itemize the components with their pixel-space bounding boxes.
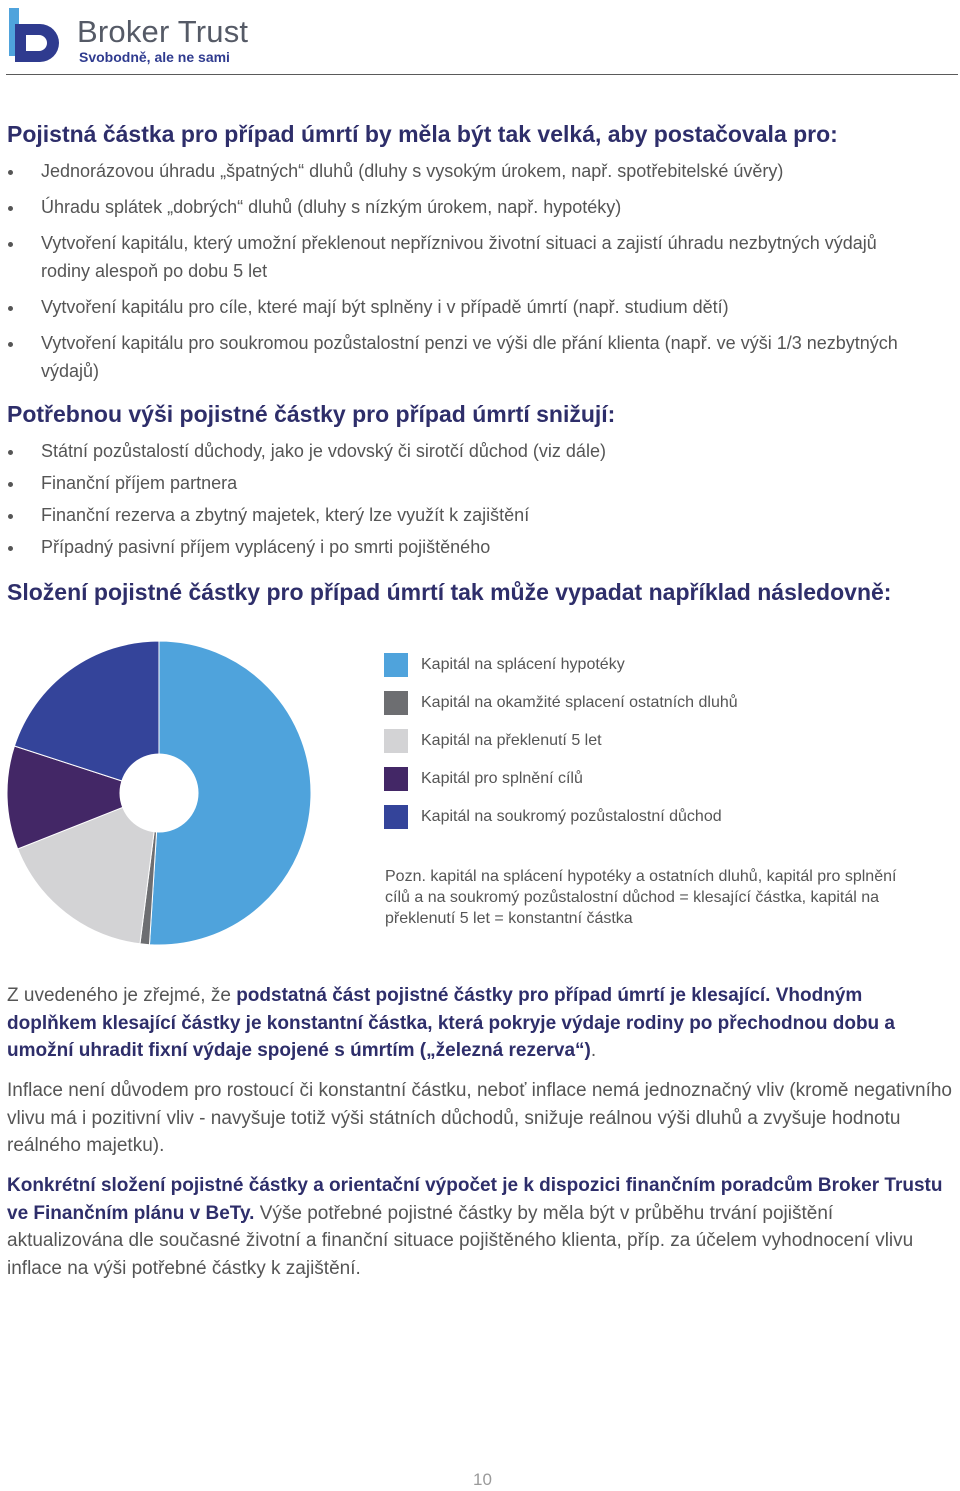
paragraph-inflation: Inflace není důvodem pro rostoucí či konstantní částku, neboť inflace nemá jednoznačný vliv (kromě negativního vlivu má i pozitivní vliv - navyšuje totiž výši státních důchodů, snižuje reálnou výši dluhů a zvyšuje hodnotu reálného majetku). <box>7 1080 952 1156</box>
sum-reducer-item: Státní pozůstalostí důchody, jako je vdovský či sirotčí důchod (viz dále) <box>0 437 930 465</box>
sum-purpose-item: Vytvoření kapitálu, který umožní překlenout nepříznivou životní situaci a zajistí úhradu nezbytných výdajů rodiny alespoň po dobu 5 let <box>0 229 930 285</box>
header-divider <box>6 74 958 75</box>
legend-swatch <box>384 729 408 753</box>
sum-purpose-list <box>0 157 930 393</box>
legend-item <box>384 690 944 728</box>
legend-label: Kapitál na splácení hypotéky <box>421 656 625 673</box>
section-heading-sum-composition: Složení pojistné částky pro případ úmrtí tak může vypadat například následovně: <box>7 579 892 605</box>
section-heading-sum-purpose: Pojistná částka pro případ úmrtí by měla být tak velká, aby postačovala pro: <box>7 121 838 147</box>
paragraph-text: Výše potřebné pojistné částky by měla být v průběhu trvání pojištění aktualizována dle současné životní a finanční situace pojištěného klienta, příp. za účelem vyhodnocení vlivu inflace na výši potřebné částky k zajištění. <box>7 1202 914 1279</box>
legend-label: Kapitál pro splnění cílů <box>421 770 583 787</box>
sum-purpose-item: Jednorázovou úhradu „špatných“ dluhů (dluhy s vysokým úrokem, např. spotřebitelské úvěry) <box>0 157 930 185</box>
legend-item <box>384 766 944 804</box>
donut-hole <box>119 753 198 832</box>
legend-swatch <box>384 691 408 715</box>
legend-item <box>384 652 944 690</box>
paragraph-declining-sum <box>7 982 952 1065</box>
legend-swatch <box>384 653 408 677</box>
paragraph-emphasis: Konkrétní složení pojistné částky a orientační výpočet je k dispozici finančním poradcům Broker Trustu ve Finančním plánu v BeTy. <box>7 1175 943 1224</box>
page-header <box>6 6 958 76</box>
section-heading-sum-reducers: Potřebnou výši pojistné částky pro případ úmrtí snižují: <box>7 401 616 427</box>
brand-tagline: Svobodně, ale ne sami <box>79 49 230 65</box>
sum-purpose-item: Vytvoření kapitálu pro cíle, které mají být splněny i v případě úmrtí (např. studium dětí) <box>0 293 930 321</box>
chart-note: Pozn. kapitál na splácení hypotéky a ostatních dluhů, kapitál pro splnění cílů a na soukromý pozůstalostní důchod = klesající částka, kapitál na překlenutí 5 let = konstantní částka <box>385 868 897 927</box>
legend-label: Kapitál na okamžité splacení ostatních dluhů <box>421 694 738 711</box>
legend-swatch <box>384 805 408 829</box>
composition-chart <box>0 630 960 960</box>
chart-legend <box>384 652 944 842</box>
paragraph-text: Z uvedeného je zřejmé, že <box>7 985 237 1006</box>
sum-purpose-item: Úhradu splátek „dobrých“ dluhů (dluhy s nízkým úrokem, např. hypotéky) <box>0 193 930 221</box>
broker-trust-logo-icon <box>6 6 64 64</box>
sum-reducers-list <box>0 437 930 565</box>
page-number: 10 <box>473 1470 492 1489</box>
sum-reducer-item: Finanční příjem partnera <box>0 469 930 497</box>
legend-label: Kapitál na překlenutí 5 let <box>421 732 602 749</box>
brand-name: Broker Trust <box>77 14 249 49</box>
legend-item <box>384 728 944 766</box>
composition-donut-chart <box>4 638 314 948</box>
legend-label: Kapitál na soukromý pozůstalostní důchod <box>421 808 722 825</box>
legend-item <box>384 804 944 842</box>
legend-swatch <box>384 767 408 791</box>
paragraph-text: . <box>590 1040 597 1061</box>
sum-reducer-item: Případný pasivní příjem vyplácený i po smrti pojištěného <box>0 533 930 561</box>
sum-purpose-item: Vytvoření kapitálu pro soukromou pozůstalostní penzi ve výši dle přání klienta (např. ve výši 1/3 nezbytných výdajů) <box>0 329 930 385</box>
sum-reducer-item: Finanční rezerva a zbytný majetek, který lze využít k zajištění <box>0 501 930 529</box>
paragraph-financial-plan <box>7 1172 952 1282</box>
paragraph-emphasis: podstatná část pojistné částky pro případ úmrtí je klesající. Vhodným doplňkem klesající částky je konstantní částka, která pokryje výdaje rodiny po přechodnou dobu a umožní uhradit fixní výdaje spojené s úmrtím („železná rezerva“) <box>7 985 895 1061</box>
